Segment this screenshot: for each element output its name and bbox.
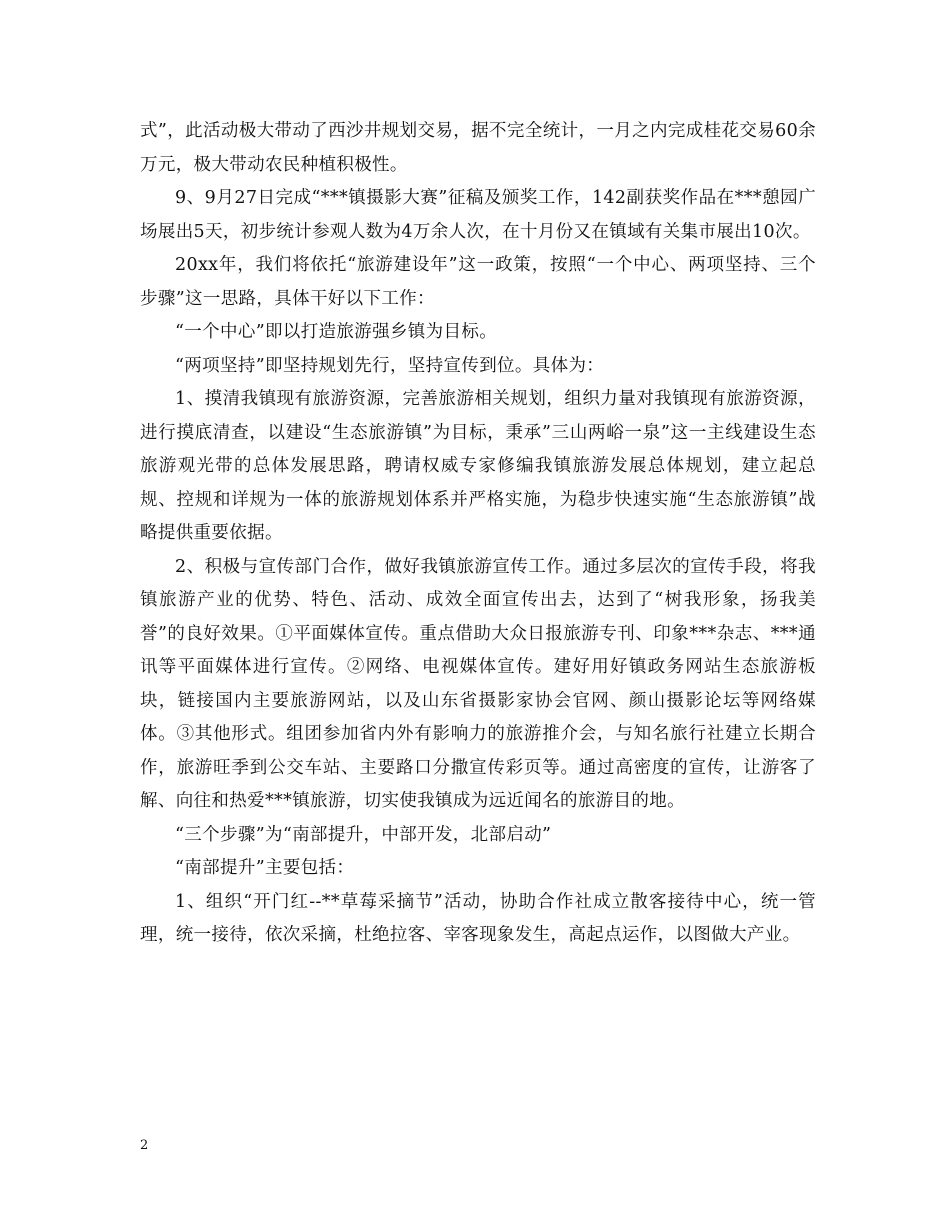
paragraph-7: 2、积极与宣传部门合作，做好我镇旅游宣传工作。通过多层次的宣传手段，将我镇旅游产业的优势、特色、活动、成效全面宣传出去，达到了“树我形象，扬我美誉”的良好效果。①平面媒体宣传。重点借助大众日报旅游专刊、印象***杂志、***通讯等平面媒体进行宣传。②网络、电视媒体宣传。建好用好镇政务网站生态旅游板块，链接国内主要旅游网站，以及山东省摄影家协会官网、颜山摄影论坛等网络媒体。③其他形式。组团参加省内外有影响力的旅游推介会，与知名旅行社建立长期合作，旅游旺季到公交车站、主要路口分撒宣传彩页等。通过高密度的宣传，让游客了解、向往和热爱***镇旅游，切实使我镇成为远近闻名的旅游目的地。 [140,556,816,811]
paragraph-10: 1、组织“开门红--**草莓采摘节”活动，协助合作社成立散客接待中心，统一管理，统一接待，依次采摘，杜绝拉客、宰客现象发生，高起点运作，以图做大产业。 [140,891,816,945]
paragraph-4: “一个中心”即以打造旅游强乡镇为目标。 [175,322,498,342]
page-number: 2 [140,1138,149,1153]
paragraph-1: 式”，此活动极大带动了西沙井规划交易，据不完全统计，一月之内完成桂花交易60余万元，极大带动农民种植积极性。 [140,121,816,175]
paragraph-2: 9、9月27日完成“***镇摄影大赛”征稿及颁奖工作，142副获奖作品在***憩园广场展出5天，初步统计参观人数为4万余人次，在十月份又在镇域有关集市展出10次。 [140,188,816,242]
paragraph-9: “南部提升”主要包括： [175,858,355,878]
paragraph-5: “两项坚持”即坚持规划先行，坚持宣传到位。具体为： [175,355,605,376]
document-body [140,115,816,953]
paragraph-8: “三个步骤”为“南部提升，中部开发，北部启动” [175,824,552,845]
paragraph-6: 1、摸清我镇现有旅游资源，完善旅游相关规划，组织力量对我镇现有旅游资源，进行摸底清查，以建设“生态旅游镇”为目标，秉承”三山两峪一泉”这一主线建设生态旅游观光带的总体发展思路，聘请权威专家修编我镇旅游发展总体规划，建立起总规、控规和详规为一体的旅游规划体系并严格实施，为稳步快速实施“生态旅游镇”战略提供重要依据。 [140,389,816,543]
paragraph-3: 20xx年，我们将依托“旅游建设年”这一政策，按照“一个中心、两项坚持、三个步骤”这一思路，具体干好以下工作： [140,255,816,309]
